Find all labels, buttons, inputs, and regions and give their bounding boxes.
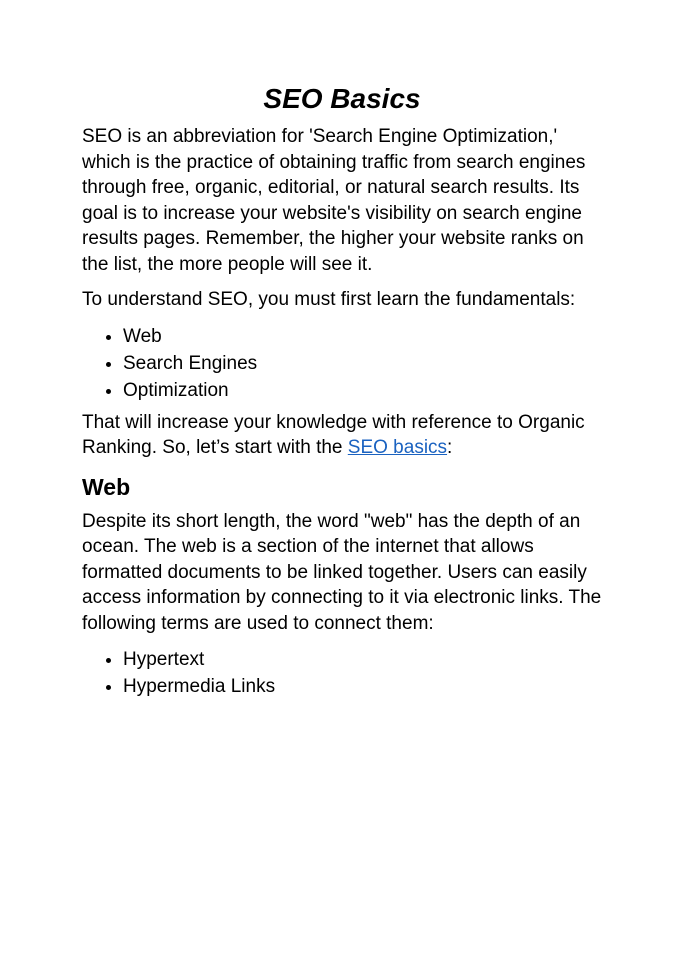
- knowledge-paragraph: [82, 410, 602, 461]
- knowledge-text: That will increase your knowledge with reference to Organic Ranking. So, let’s start with the: [82, 411, 585, 458]
- document-page: [82, 80, 602, 706]
- seo-basics-link[interactable]: SEO basics: [347, 437, 448, 458]
- web-terms-list: [82, 646, 602, 700]
- list-item: • Search Engines: [123, 350, 602, 377]
- fundamentals-intro: To understand SEO, you must first learn the fundamentals:: [82, 289, 576, 310]
- fundamentals-list: [82, 323, 602, 404]
- list-item: • Web: [123, 323, 602, 350]
- web-heading: Web: [82, 473, 131, 500]
- web-paragraph: Despite its short length, the word "web" has the depth of an ocean. The web is a section of the internet that allows formatted documents to be linked together. Users can easily access information by connecting to it via electronic links. The following terms are used to connect them:: [82, 510, 602, 634]
- knowledge-end: :: [447, 437, 453, 458]
- page-title: SEO Basics: [263, 83, 421, 114]
- list-item: • Optimization: [123, 377, 602, 404]
- intro-paragraph: SEO is an abbreviation for 'Search Engine Optimization,' which is the practice of obtaining traffic from search engines through free, organic, editorial, or natural search results. Its goal is to increase your website's visibility on search engine results pages. Remember, the higher your website ranks on the list, the more people will see it.: [82, 126, 586, 275]
- list-item: • Hypermedia Links: [123, 673, 602, 700]
- list-item: • Hypertext: [123, 646, 602, 673]
